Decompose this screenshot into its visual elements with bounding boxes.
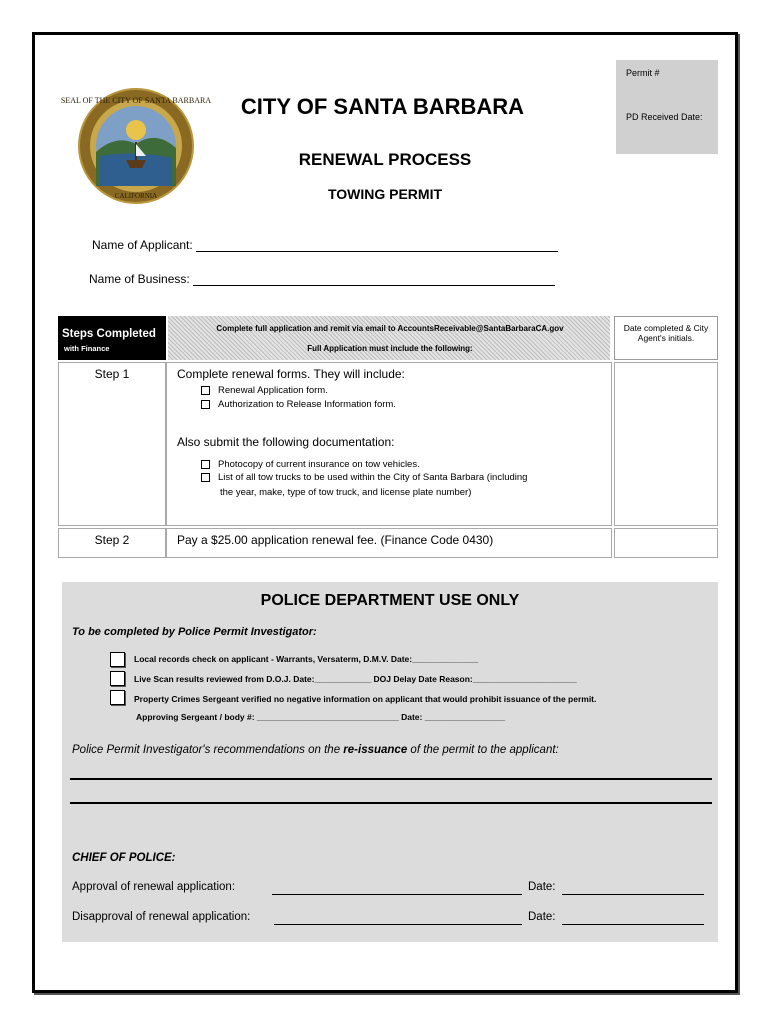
step1-doc: List of all tow trucks to be used within the City of Santa Barbara (including (201, 472, 527, 483)
approving-sergeant-item: Approving Sergeant / body #: ______________________________ Date: _________________ (136, 712, 506, 722)
steps-header-mid: Complete full application and remit via email to AccountsReceivable@SantaBarbaraCA.gov Full Application must include the following: (168, 316, 610, 360)
approval-row: Approval of renewal application: (72, 881, 236, 893)
step2-content: Pay a $25.00 application renewal fee. (Finance Code 0430) (166, 528, 612, 558)
step1-item: Authorization to Release Information form. (201, 399, 396, 410)
local-records-item: Local records check on applicant - Warrants, Versaterm, D.M.V. Date:______________ (134, 654, 479, 664)
property-crimes-item: Property Crimes Sergeant verified no negative information on applicant that would prohibit issuance of the permit. (134, 694, 597, 704)
recommendations-label: Police Permit Investigator's recommendations on the re-issuance of the permit to the applicant: (72, 744, 559, 756)
police-subtitle: To be completed by Police Permit Investigator: (72, 626, 317, 638)
approval-signature-input[interactable] (272, 884, 522, 895)
step1-date-initials[interactable] (614, 362, 718, 526)
live-scan-item: Live Scan results reviewed from D.O.J. Date:____________ DOJ Delay Date Reason:______________________ (134, 674, 577, 684)
approval-date-label: Date: (528, 881, 556, 893)
page-subtitle-2: TOWING PERMIT (327, 186, 443, 202)
disapproval-date-input[interactable] (562, 914, 704, 925)
recommendation-line-2[interactable] (70, 802, 712, 804)
page-title: CITY OF SANTA BARBARA (240, 94, 525, 119)
disapproval-signature-input[interactable] (274, 914, 522, 925)
business-name-input[interactable] (193, 275, 555, 286)
checkbox-live-scan[interactable] (110, 671, 125, 686)
steps-header-left: Steps Completed with Finance (58, 316, 166, 360)
step2-date-initials[interactable] (614, 528, 718, 558)
disapproval-date-label: Date: (528, 911, 556, 923)
step2-label: Step 2 (58, 528, 166, 558)
checkbox-property-crimes[interactable] (110, 690, 125, 705)
permit-number-label: Permit # (626, 68, 660, 78)
checkbox[interactable] (201, 460, 210, 469)
page-subtitle: RENEWAL PROCESS (298, 150, 472, 169)
pd-received-date-label: PD Received Date: (626, 112, 703, 122)
step1-doc: Photocopy of current insurance on tow vehicles. (201, 459, 420, 470)
checkbox[interactable] (201, 386, 210, 395)
svg-text:SEAL OF THE CITY OF SANTA BARB: SEAL OF THE CITY OF SANTA BARBARA (60, 96, 212, 105)
applicant-name-input[interactable] (196, 241, 558, 252)
step1-content: Complete renewal forms. They will include: Renewal Application form. Authorization to Release Information form. Also submit the following documentation: Photocopy of current insurance on tow vehicles. List of all tow trucks to be used within the City of Santa Barbara (including the year, make, type of tow truck, and license plate number) (166, 362, 612, 526)
svg-text:CALIFORNIA: CALIFORNIA (114, 192, 158, 200)
steps-header-right: Date completed & City Agent's initials. (614, 316, 718, 360)
checkbox[interactable] (201, 473, 210, 482)
step1-item: Renewal Application form. (201, 385, 328, 396)
disapproval-row: Disapproval of renewal application: (72, 911, 251, 923)
city-seal-logo (60, 86, 212, 206)
checkbox-local-records[interactable] (110, 652, 125, 667)
police-section (62, 582, 718, 942)
chief-of-police-label: CHIEF OF POLICE: (72, 852, 176, 864)
checkbox[interactable] (201, 400, 210, 409)
step1-label: Step 1 (58, 362, 166, 526)
permit-box (616, 60, 718, 154)
approval-date-input[interactable] (562, 884, 704, 895)
business-name-field[interactable]: Name of Business: (89, 272, 555, 286)
applicant-name-field[interactable]: Name of Applicant: (92, 238, 558, 252)
police-title: POLICE DEPARTMENT USE ONLY (260, 592, 520, 609)
steps-table (58, 316, 718, 560)
recommendation-line-1[interactable] (70, 778, 712, 780)
